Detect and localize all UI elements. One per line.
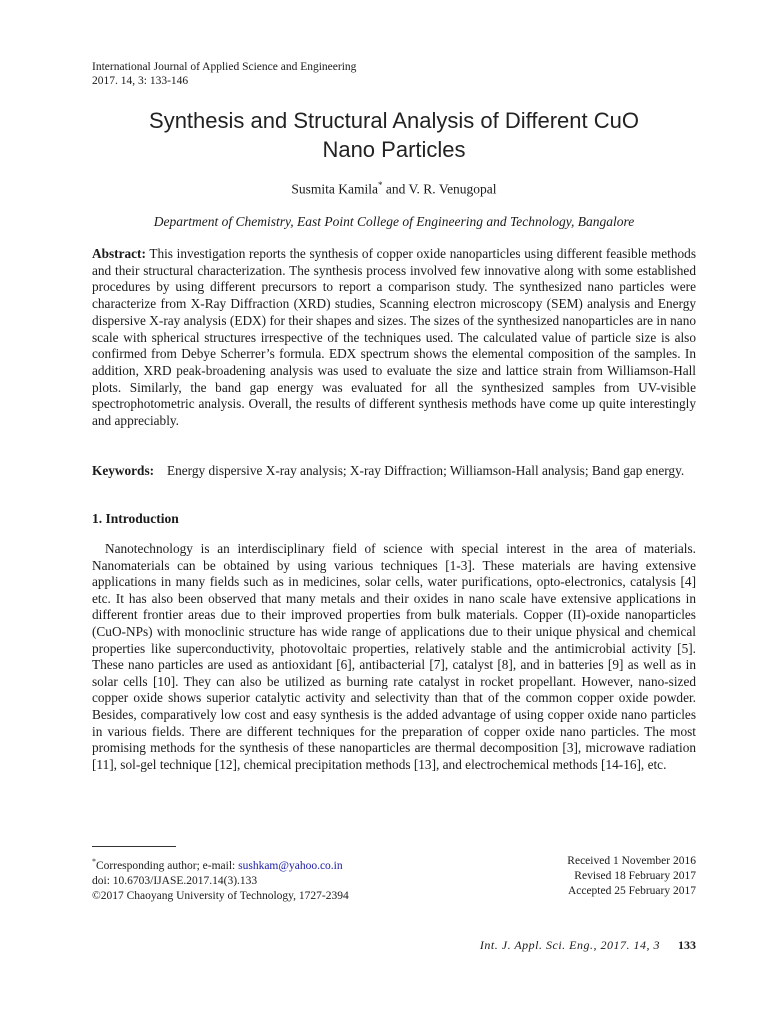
abstract-label: Abstract:: [92, 246, 146, 261]
title-line-2: Nano Particles: [322, 137, 466, 162]
corresponding-author-line: [92, 854, 349, 874]
corresponding-mark: *: [378, 180, 383, 190]
received-date: Received 1 November 2016: [567, 855, 696, 867]
journal-issue: 2017. 14, 3: 133-146: [92, 75, 189, 87]
revised-date: Revised 18 February 2017: [574, 870, 696, 882]
footnote-mark: *: [92, 857, 96, 866]
footnote-divider: [92, 846, 176, 847]
section-heading: 1. Introduction: [92, 511, 179, 526]
journal-name: International Journal of Applied Science and Engineering: [92, 61, 357, 73]
abstract-text: This investigation reports the synthesis of copper oxide nanoparticles using different feasible methods and their structural characterization. The synthesis process involved few innovative along with some established procedures by using different precursors to report a comparison study. The synthesized nano particles were characterize from X-Ray Diffraction (XRD) studies, Scanning electron microscopy (SEM) analysis and Energy dispersive X-ray analysis (EDX) for their shapes and sizes. The sizes of the synthesized nanoparticles are in nano scale with spherical structures irrespective of the techniques used. The calculated value of particle size is also confirmed from Debye Scherrer’s formula. EDX spectrum shows the elemental composition of the samples. In addition, XRD peak-broadening analysis was used to evaluate the size and lattice strain from Williamson-Hall plots. Similarly, the band gap energy was evaluated for all the synthesized samples from UV-visible spectrophotometric analysis. Overall, the results of different synthesis methods have come up quite interestingly and appreciably.: [92, 246, 696, 429]
footnote-dates: [567, 854, 696, 899]
abstract: [92, 246, 696, 430]
footnote-left: [92, 854, 349, 904]
email-link[interactable]: sushkam@yahoo.co.in: [238, 859, 343, 872]
author-rest: and V. R. Venugopal: [382, 181, 497, 197]
author-first: Susmita Kamila: [291, 181, 379, 197]
accepted-date: Accepted 25 February 2017: [567, 885, 696, 897]
keywords-label: Keywords:: [92, 463, 155, 478]
page-number: 133: [678, 938, 696, 952]
copyright: ©2017 Chaoyang University of Technology, 1727-2394: [92, 889, 349, 902]
paper-title: [92, 106, 696, 164]
footer-journal: Int. J. Appl. Sci. Eng., 2017. 14, 3: [479, 938, 660, 952]
title-line-1: Synthesis and Structural Analysis of Different CuO: [149, 108, 639, 133]
corresponding-label: Corresponding author; e-mail:: [96, 859, 239, 872]
page-footer: [480, 938, 696, 953]
doi: doi: 10.6703/IJASE.2017.14(3).133: [92, 874, 258, 887]
author-list: [92, 180, 696, 198]
keywords: [92, 462, 696, 479]
intro-paragraph: Nanotechnology is an interdisciplinary field of science with special interest in the area of materials. Nanomaterials can be obtained by using various techniques [1-3]. These materials are having extensive applications in many fields such as in medicines, solar cells, water purifications, opto-electronics, catalysis [4] etc. It has also been observed that many metals and their oxides in nano scale have extensive applications in different frontier areas due to their improved properties from bulk materials. Copper (II)-oxide nanoparticles (CuO-NPs) with monoclinic structure has wide range of applications due to their unique physical and chemical properties like superconductivity, photovoltaic properties, relatively stable and the antimicrobial activity [5]. These nano particles are used as antioxidant [6], antibacterial [7], catalyst [8], and in batteries [9] as well as in solar cells [10]. They can also be utilized as burning rate catalyst in rocket propellant. However, nano-sized copper oxide shows superior catalytic activity and selectivity than that of the common copper oxide powder. Besides, comparatively low cost and easy synthesis is the added advantage of using copper oxide nano particles in various fields. There are different techniques for the preparation of copper oxide nano particles. The most promising methods for the synthesis of these nanoparticles are thermal decomposition [3], microwave radiation [11], sol-gel technique [12], chemical precipitation methods [13], and electrochemical methods [14-16], etc.: [92, 541, 696, 772]
affiliation: Department of Chemistry, East Point College of Engineering and Technology, Bangalore: [153, 214, 635, 229]
journal-header: [92, 60, 356, 88]
keywords-text: Energy dispersive X-ray analysis; X-ray Diffraction; Williamson-Hall analysis; Band gap energy.: [167, 463, 685, 478]
